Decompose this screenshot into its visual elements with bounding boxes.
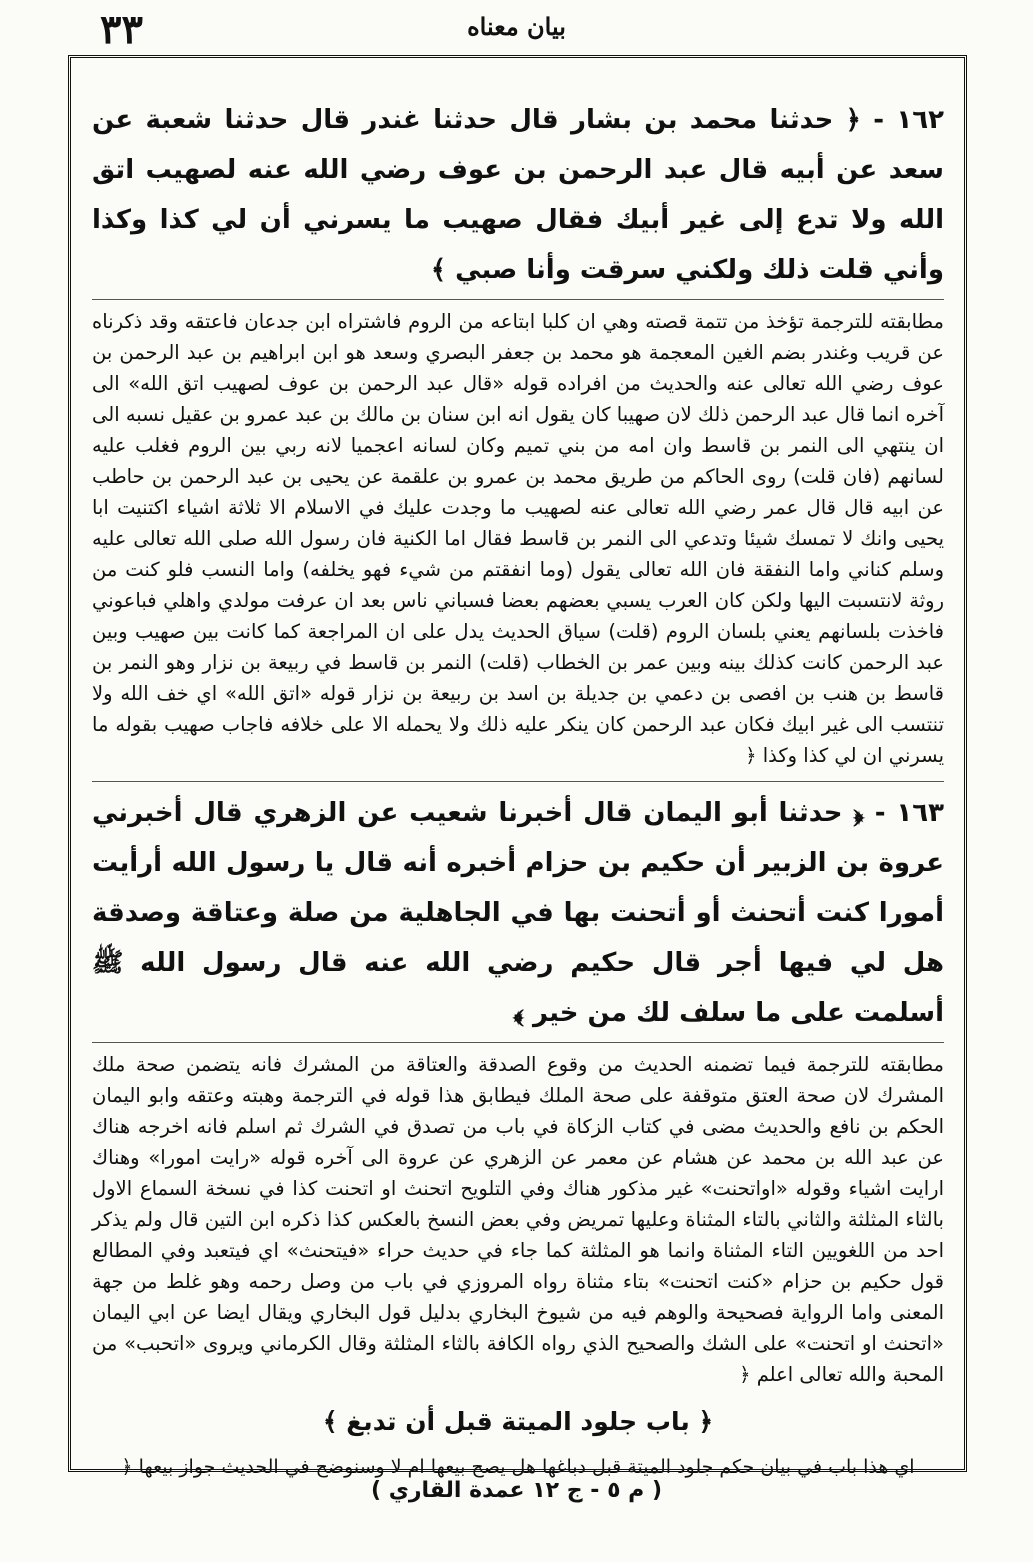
- chapter-note: اي هذا باب في بيان حكم جلود الميتة قبل دباغها هل يصح بيعها ام لا وسنوضح في الحديث جواز بيعها ﴿: [121, 1456, 915, 1478]
- commentary-163: مطابقته للترجمة فيما تضمنه الحديث من وقوع الصدقة والعتاقة من المشرك فانه يتضمن صحة ملك المشرك لان صحة العتق متوقفة على صحة الملك فيطابق هذا قوله في الترجمة وهبته وعتقه وابو اليمان الحكم بن نافع والحديث مضى في كتاب الزكاة في باب من تصدق في الشرك ثم اسلم فانه اخرجه هناك عن عبد الله بن محمد عن هشام عن معمر عن الزهري عن عروة الى آخره قوله «رايت امورا» وهناك ارايت اشياء وقوله «اواتحنت» غير مذكور هناك وفي التلويح اتحنث او اتحنت كذا في نسخة السماع الاول بالثاء المثلثة والثاني بالتاء المثناة وعليها تمريض وفي بعض النسخ بالعكس كذا ذكره ابن التين قال ولم يذكر احد من اللغويين التاء المثناة وانما هو المثلثة كما جاء في حديث حراء «فيتحنث» اي فيتعبد وفي المطالع قول حكيم بن حزام «كنت اتحنت» بتاء مثناة رواه المروزي في باب من وصل رحمه وهو غلط من جهة المعنى واما الرواية فصحيحة والوهم فيه من شيوخ البخاري بدليل قول البخاري ويقال ايضا عن ابي اليمان «اتحنث او اتحنت» على الشك والصحيح الذي رواه الكافة بالثاء المثلثة وقال الكرماني ويروى «اتحبب» من المحبة والله تعالى اعلم ﴿: [92, 1053, 944, 1386]
- running-title: بيان معناه: [467, 12, 566, 41]
- separator-rule: [92, 781, 944, 782]
- separator-rule: [92, 1042, 944, 1043]
- separator-rule: [92, 299, 944, 300]
- hadith-162: ١٦٢ - ﴿ حدثنا محمد بن بشار قال حدثنا غندر قال حدثنا شعبة عن سعد عن أبيه قال عبد الرحمن بن عوف رضي الله عنه لصهيب اتق الله ولا تدع إلى غير أبيك فقال صهيب ما يسرني أن لي كذا وكذا وأني قلت ذلك ولكني سرقت وأنا صبي ﴾: [92, 105, 944, 285]
- chapter-heading: ﴿ باب جلود الميتة قبل أن تدبغ ﴾: [322, 1407, 714, 1436]
- hadith-163: ١٦٣ - ﴿ حدثنا أبو اليمان قال أخبرنا شعيب عن الزهري قال أخبرني عروة بن الزبير أن حكيم بن حزام أخبره أنه قال يا رسول الله أرأيت أمورا كنت أتحنث أو أتحنت بها في الجاهلية من صلة وعتاقة وصدقة هل لي فيها أجر قال حكيم رضي الله عنه قال رسول الله ﷺ أسلمت على ما سلف لك من خير ﴾: [92, 798, 944, 1028]
- page-header: [0, 4, 1033, 54]
- page-number: ٣٣: [100, 6, 143, 53]
- commentary-162: مطابقته للترجمة تؤخذ من تتمة قصته وهي ان كلبا ابتاعه من الروم فاشتراه ابن جدعان فاعتقه وقد ذكرناه عن قريب وغندر بضم الغين المعجمة هو محمد بن جعفر البصري وسعد هو ابن ابراهيم بن عبد الرحمن بن عوف رضي الله تعالى عنه والحديث من افراده قوله «قال عبد الرحمن بن عوف لصهيب اتق الله» الى آخره انما قال عبد الرحمن ذلك لان صهيبا كان يقول انه ابن سنان بن مالك بن عبد عمرو بن عقيل نسبه الى ان ينتهي الى النمر بن قاسط وان امه من بني تميم وكان لسانه اعجميا لانه ربي بين الروم فغلب عليه لسانهم (فان قلت) روى الحاكم من طريق محمد بن عمرو بن علقمة عن يحيى بن عبد الرحمن بن حاطب عن ابيه قال قال عمر رضي الله تعالى عنه لصهيب ما وجدت عليك في الاسلام الا ثلاثة اشياء اكتنيت ابا يحيى وانك لا تمسك شيئا وتدعي الى النمر بن قاسط فقال اما الكنية فان رسول الله صلى الله تعالى عليه وسلم كناني واما النفقة فان الله تعالى يقول (وما انفقتم من شيء فهو يخلفه) واما النسب فلو كنت من روثة لانتسبت اليها ولكن كان العرب يسبي بعضهم بعضا فسباني ناس بعد ان عرفت مولدي واهلي فباعوني فاخذت بلسانهم يعني بلسان الروم (قلت) سياق الحديث يدل على ان المراجعة كما كانت بين صهيب وبين عبد الرحمن كانت كذلك بينه وبين عمر بن الخطاب (قلت) النمر بن قاسط في ربيعة بن نزار وهو النمر بن قاسط بن هنب بن افصى بن دعمي بن جديلة بن اسد بن ربيعة بن نزار قوله «اتق الله» اي خف الله ولا تنتسب الى غير ابيك فكان عبد الرحمن كان ينكر عليه ذلك ولا يحمله الا على خلافه فاجاب صهيب بقوله ما يسرني ان لي كذا وكذا ﴿: [92, 310, 944, 767]
- page-content: [92, 95, 944, 1478]
- page-footer: ( م ٥ - ج ١٢ عمدة القاري ): [371, 1478, 662, 1503]
